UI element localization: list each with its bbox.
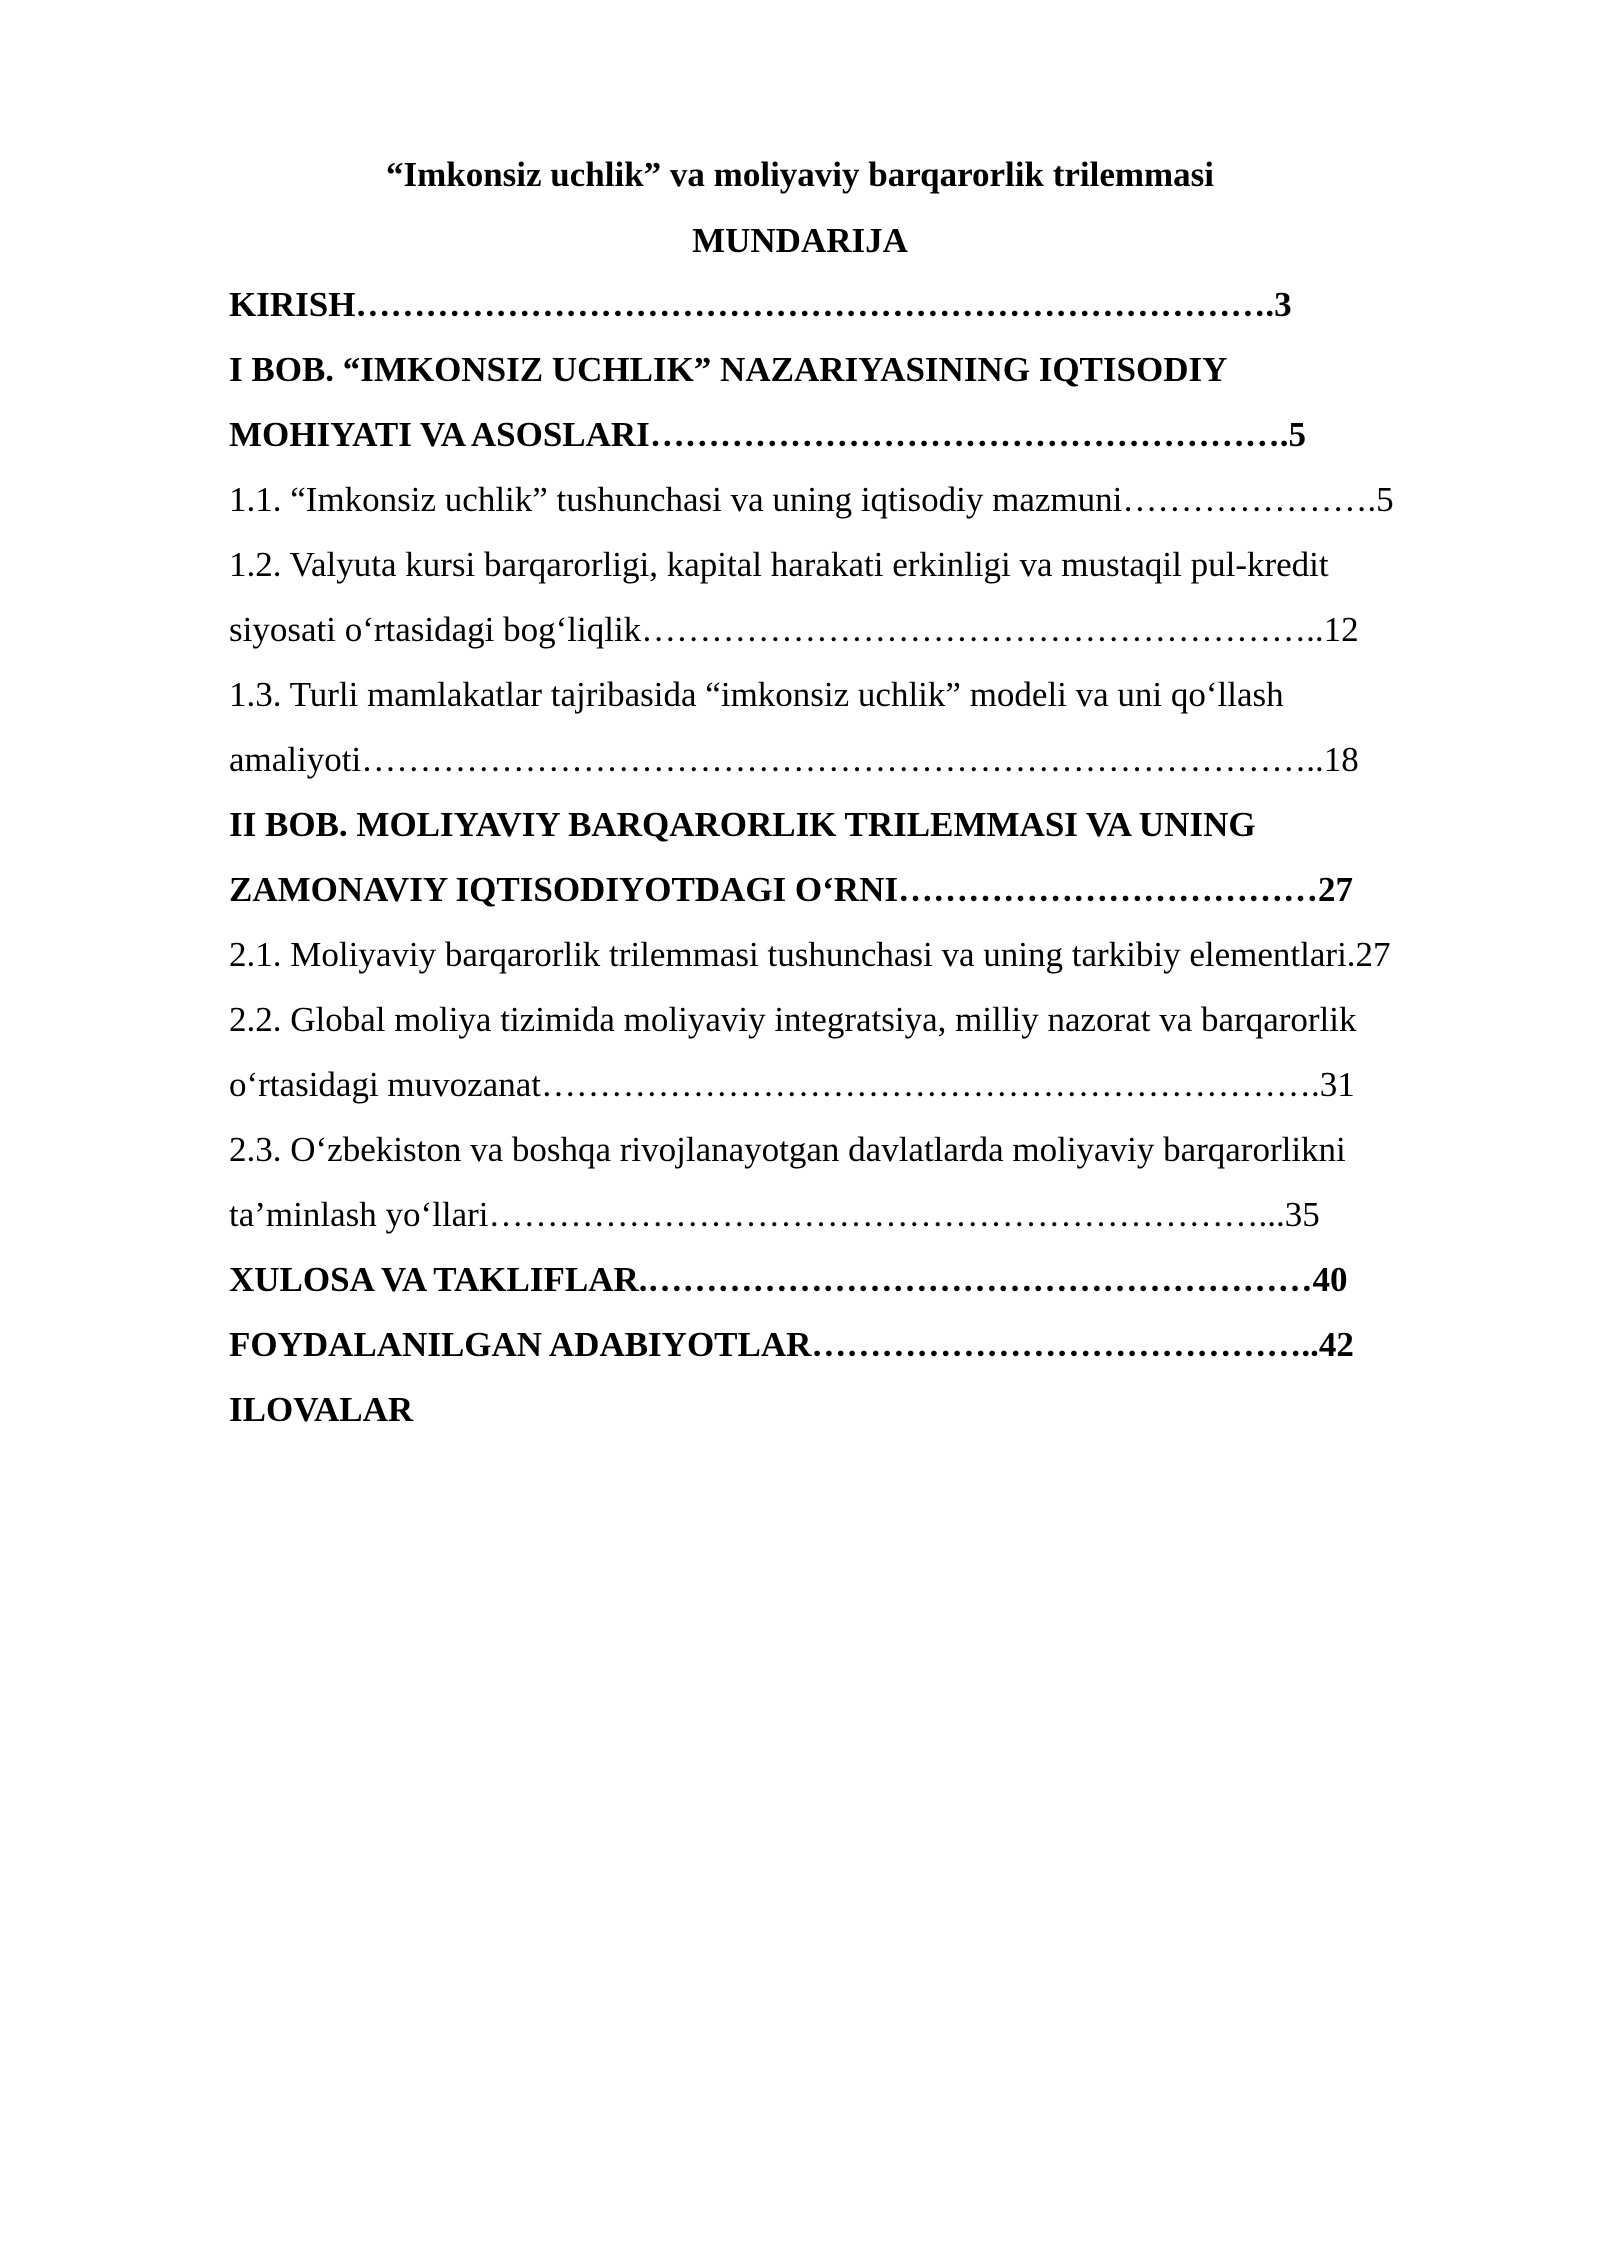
toc-line: o‘rtasidagi muvozanat………………………………………………………….31 bbox=[229, 1065, 1355, 1104]
table-of-contents bbox=[229, 280, 1489, 1450]
toc-line: I BOB. “IMKONSIZ UCHLIK” NAZARIYASINING IQTISODIY bbox=[229, 350, 1228, 389]
toc-line: 1.2. Valyuta kursi barqarorligi, kapital harakati erkinligi va mustaqil pul-kredit bbox=[229, 545, 1329, 584]
toc-line: ZAMONAVIY IQTISODIYOTDAGI O‘RNI………………………………27 bbox=[229, 870, 1353, 909]
toc-line: MOHIYATI VA ASOSLARI……………………………………………….5 bbox=[229, 415, 1307, 454]
toc-line: II BOB. MOLIYAVIY BARQARORLIK TRILEMMASI VA UNING bbox=[229, 805, 1256, 844]
toc-line: ta’minlash yo‘llari…………………………………………………………...35 bbox=[229, 1195, 1320, 1234]
toc-line: amaliyoti………………………………………………………………………..18 bbox=[229, 740, 1359, 779]
toc-line: FOYDALANILGAN ADABIYOTLAR……………………………………..42 bbox=[229, 1325, 1354, 1364]
toc-line: 2.3. O‘zbekiston va boshqa rivojlanayotgan davlatlarda moliyaviy barqarorlikni bbox=[229, 1130, 1346, 1169]
toc-line: siyosati o‘rtasidagi bog‘liqlik…………………………………………………..12 bbox=[229, 610, 1359, 649]
toc-line: XULOSA VA TAKLIFLAR.…………………………………………………40 bbox=[229, 1260, 1348, 1299]
toc-line: 2.1. Moliyaviy barqarorlik trilemmasi tushunchasi va uning tarkibiy elementlari.27 bbox=[229, 935, 1391, 974]
toc-line: 1.1. “Imkonsiz uchlik” tushunchasi va uning iqtisodiy mazmuni………………….5 bbox=[229, 480, 1394, 519]
document-title: “Imkonsiz uchlik” va moliyaviy barqarorlik trilemmasi bbox=[385, 155, 1215, 194]
toc-line: 2.2. Global moliya tizimida moliyaviy integratsiya, milliy nazorat va barqarorlik bbox=[229, 1000, 1357, 1039]
toc-line: ILOVALAR bbox=[229, 1390, 414, 1429]
toc-line: KIRISH…………………………………………………………………….3 bbox=[229, 285, 1292, 324]
toc-line: 1.3. Turli mamlakatlar tajribasida “imkonsiz uchlik” modeli va uni qo‘llash bbox=[229, 675, 1284, 714]
toc-heading: MUNDARIJA bbox=[692, 221, 908, 260]
